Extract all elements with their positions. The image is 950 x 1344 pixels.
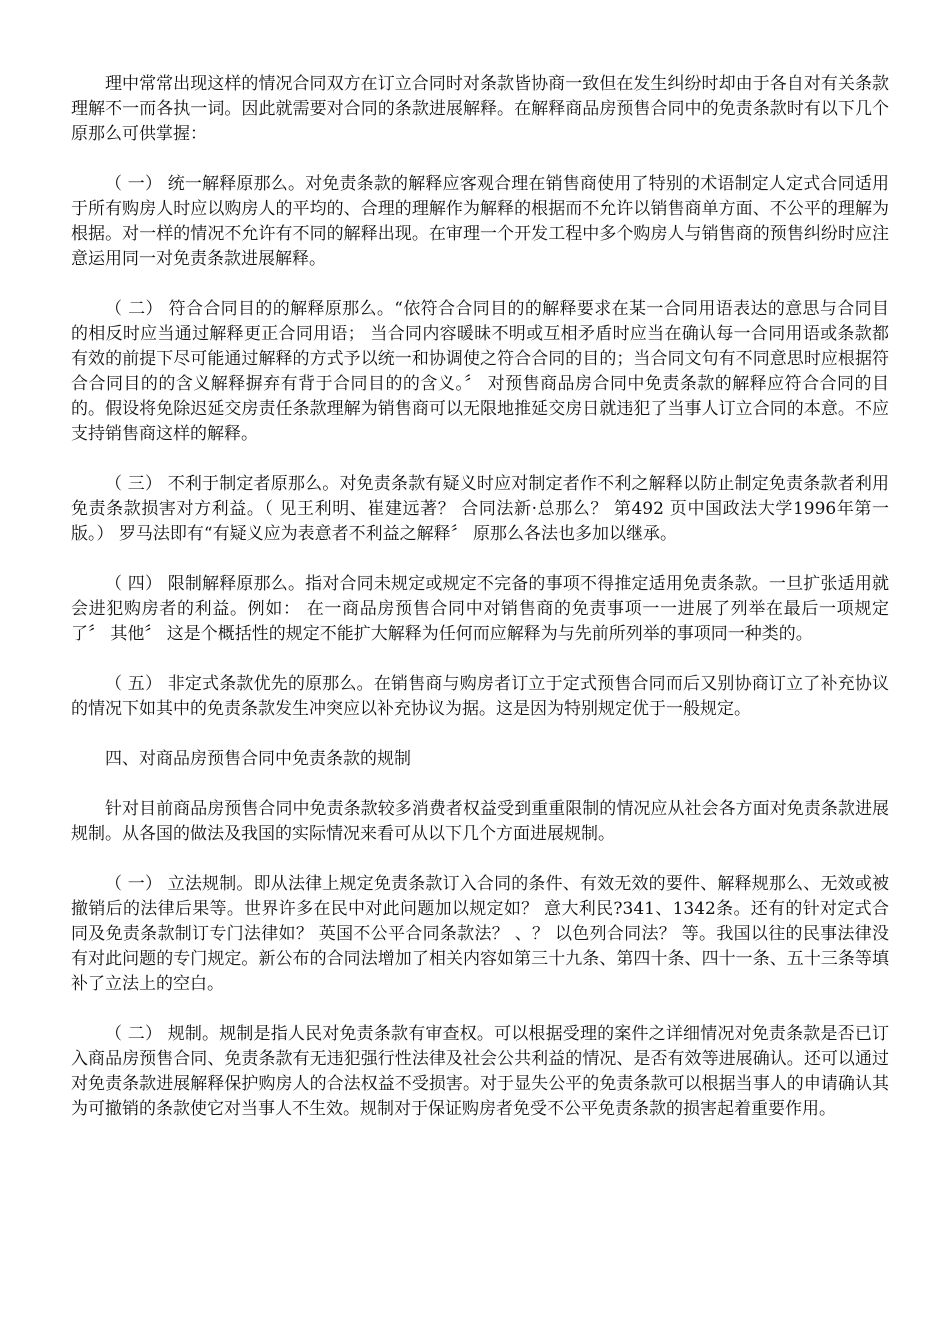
document-body: [71, 72, 889, 1122]
principle-1-paragraph: （ 一） 统一解释原那么。对免责条款的解释应客观合理在销售商使用了特别的术语制定人定式合同适用于所有购房人时应以购房人的平均的、合理的理解作为解释的根据而不允许以销售商单方面、不公平的理解为根据。对一样的情况不允许有不同的解释出现。在审理一个开发工程中多个购房人与销售商的预售纠纷时应注意运用同一对免责条款进展解释。: [71, 174, 889, 269]
regulation-intro-paragraph: 针对目前商品房预售合同中免责条款较多消费者权益受到重重限制的情况应从社会各方面对免责条款进展规制。从各国的做法及我国的实际情况来看可从以下几个方面进展规制。: [71, 799, 889, 844]
principle-4-paragraph: （ 四） 限制解释原那么。指对合同未规定或规定不完备的事项不得推定适用免责条款。一旦扩张适用就会进犯购房者的利益。例如： 在一商品房预售合同中对销售商的免责事项一一进展了列举在最后一项规定了〞 其他〞 这是个概括性的规定不能扩大解释为任何而应解释为与先前所列举的事项同一种类的。: [71, 574, 889, 644]
principle-2-paragraph: （ 二） 符合合同目的的解释原那么。“依符合合同目的的解释要求在某一合同用语表达的意思与合同目的相反时应当通过解释更正合同用语； 当合同内容暖昧不明或互相矛盾时应当在确认每一合同用语或条款都有效的前提下尽可能通过解释的方式予以统一和协调使之符合合同的目的；当合同文句有不同意思时应根据符合合同目的的含义解释摒弃有背于合同目的的含义。〞 对预售商品房合同中免责条款的解释应符合合同的目的。假设将免除迟延交房责任条款理解为销售商可以无限地推延交房日就违犯了当事人订立合同的本意。不应支持销售商这样的解释。: [71, 299, 889, 444]
section-four-heading: 四、对商品房预售合同中免责条款的规制: [105, 749, 411, 769]
intro-paragraph: 理中常常出现这样的情况合同双方在订立合同时对条款皆协商一致但在发生纠纷时却由于各自对有关条款理解不一而各执一词。因此就需要对合同的条款进展解释。在解释商品房预售合同中的免责条款时有以下几个原那么可供掌握：: [71, 74, 889, 144]
legislative-regulation-paragraph: （ 一） 立法规制。即从法律上规定免责条款订入合同的条件、有效无效的要件、解释规那么、无效或被撤销后的法律后果等。世界许多在民中对此问题加以规定如？ 意大利民?341、1342条。还有的针对定式合同及免责条款制订专门法律如？ 英国不公平合同条款法？ 、？ 以色列合同法？ 等。我国以往的民事法律没有对此问题的专门规定。新公布的合同法增加了相关内容如第三十九条、第四十条、四十一条、五十三条等填补了立法上的空白。: [71, 874, 889, 994]
principle-3-paragraph: （ 三） 不利于制定者原那么。对免责条款有疑义时应对制定者作不利之解释以防止制定免责条款者利用免责条款损害对方利益。（ 见王利明、崔建远著？ 合同法新·总那么？ 第492 页中国政法大学1996年第一版。） 罗马法即有“有疑义应为表意者不利益之解释〞 原那么各法也多加以继承。: [71, 474, 889, 544]
principle-5-paragraph: （ 五） 非定式条款优先的原那么。在销售商与购房者订立于定式预售合同而后又别协商订立了补充协议的情况下如其中的免责条款发生冲突应以补充协议为据。这是因为特别规定优于一般规定。: [71, 674, 889, 719]
judicial-regulation-paragraph: （ 二） 规制。规制是指人民对免责条款有审查权。可以根据受理的案件之详细情况对免责条款是否已订入商品房预售合同、免责条款有无违犯强行性法律及社会公共利益的情况、是否有效等进展确认。还可以通过对免责条款进展解释保护购房人的合法权益不受损害。对于显失公平的免责条款可以根据当事人的申请确认其为可撤销的条款使它对当事人不生效。规制对于保证购房者免受不公平免责条款的损害起着重要作用。: [71, 1024, 889, 1119]
